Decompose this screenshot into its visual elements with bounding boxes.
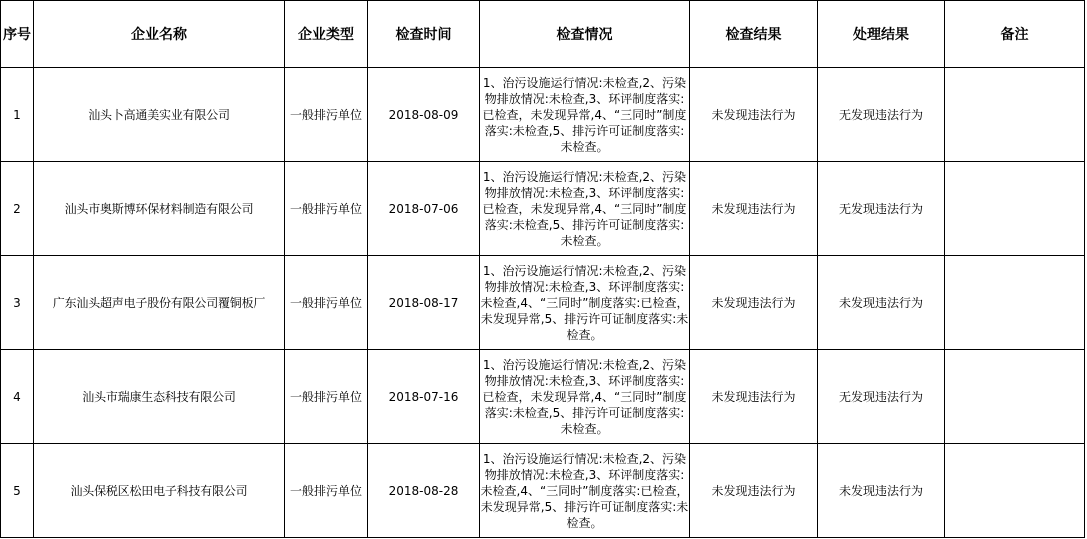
cell-date: 2018-08-28 <box>368 444 480 538</box>
table-row <box>1 68 1085 162</box>
cell-remark <box>945 162 1085 256</box>
header-date: 检查时间 <box>368 1 480 68</box>
header-result: 检查结果 <box>690 1 818 68</box>
cell-company: 广东汕头超声电子股份有限公司覆铜板厂 <box>34 256 285 350</box>
cell-date: 2018-08-17 <box>368 256 480 350</box>
cell-result: 未发现违法行为 <box>690 68 818 162</box>
cell-date: 2018-07-16 <box>368 350 480 444</box>
header-handling: 处理结果 <box>818 1 945 68</box>
cell-company: 汕头市瑞康生态科技有限公司 <box>34 350 285 444</box>
cell-type: 一般排污单位 <box>285 350 368 444</box>
cell-remark <box>945 350 1085 444</box>
cell-handling: 未发现违法行为 <box>818 256 945 350</box>
table-row <box>1 350 1085 444</box>
cell-remark <box>945 444 1085 538</box>
cell-no: 3 <box>1 256 34 350</box>
cell-no: 1 <box>1 68 34 162</box>
header-details: 检查情况 <box>480 1 690 68</box>
cell-type: 一般排污单位 <box>285 444 368 538</box>
cell-no: 2 <box>1 162 34 256</box>
table-row <box>1 256 1085 350</box>
cell-type: 一般排污单位 <box>285 162 368 256</box>
cell-details: 1、治污设施运行情况:未检查,2、污染物排放情况:未检查,3、环评制度落实:已检查，未发现异常,4、“三同时”制度落实:未检查,5、排污许可证制度落实:未检查。 <box>480 162 690 256</box>
table-row <box>1 444 1085 538</box>
cell-remark <box>945 68 1085 162</box>
cell-result: 未发现违法行为 <box>690 162 818 256</box>
cell-details: 1、治污设施运行情况:未检查,2、污染物排放情况:未检查,3、环评制度落实:已检查，未发现异常,4、“三同时”制度落实:未检查,5、排污许可证制度落实:未检查。 <box>480 350 690 444</box>
cell-date: 2018-07-06 <box>368 162 480 256</box>
header-company: 企业名称 <box>34 1 285 68</box>
cell-remark <box>945 256 1085 350</box>
header-remark: 备注 <box>945 1 1085 68</box>
cell-handling: 无发现违法行为 <box>818 68 945 162</box>
cell-handling: 未发现违法行为 <box>818 444 945 538</box>
header-row <box>1 1 1085 68</box>
header-type: 企业类型 <box>285 1 368 68</box>
cell-details: 1、治污设施运行情况:未检查,2、污染物排放情况:未检查,3、环评制度落实:已检查，未发现异常,4、“三同时”制度落实:未检查,5、排污许可证制度落实:未检查。 <box>480 68 690 162</box>
cell-result: 未发现违法行为 <box>690 444 818 538</box>
cell-handling: 无发现违法行为 <box>818 162 945 256</box>
cell-type: 一般排污单位 <box>285 68 368 162</box>
cell-no: 4 <box>1 350 34 444</box>
table-row <box>1 162 1085 256</box>
cell-company: 汕头卜高通美实业有限公司 <box>34 68 285 162</box>
cell-handling: 无发现违法行为 <box>818 350 945 444</box>
cell-company: 汕头市奥斯博环保材料制造有限公司 <box>34 162 285 256</box>
cell-date: 2018-08-09 <box>368 68 480 162</box>
cell-result: 未发现违法行为 <box>690 350 818 444</box>
cell-details: 1、治污设施运行情况:未检查,2、污染物排放情况:未检查,3、环评制度落实:未检查,4、“三同时”制度落实:已检查，未发现异常,5、排污许可证制度落实:未检查。 <box>480 444 690 538</box>
cell-company: 汕头保税区松田电子科技有限公司 <box>34 444 285 538</box>
cell-type: 一般排污单位 <box>285 256 368 350</box>
header-no: 序号 <box>1 1 34 68</box>
cell-no: 5 <box>1 444 34 538</box>
cell-details: 1、治污设施运行情况:未检查,2、污染物排放情况:未检查,3、环评制度落实:未检查,4、“三同时”制度落实:已检查，未发现异常,5、排污许可证制度落实:未检查。 <box>480 256 690 350</box>
cell-result: 未发现违法行为 <box>690 256 818 350</box>
